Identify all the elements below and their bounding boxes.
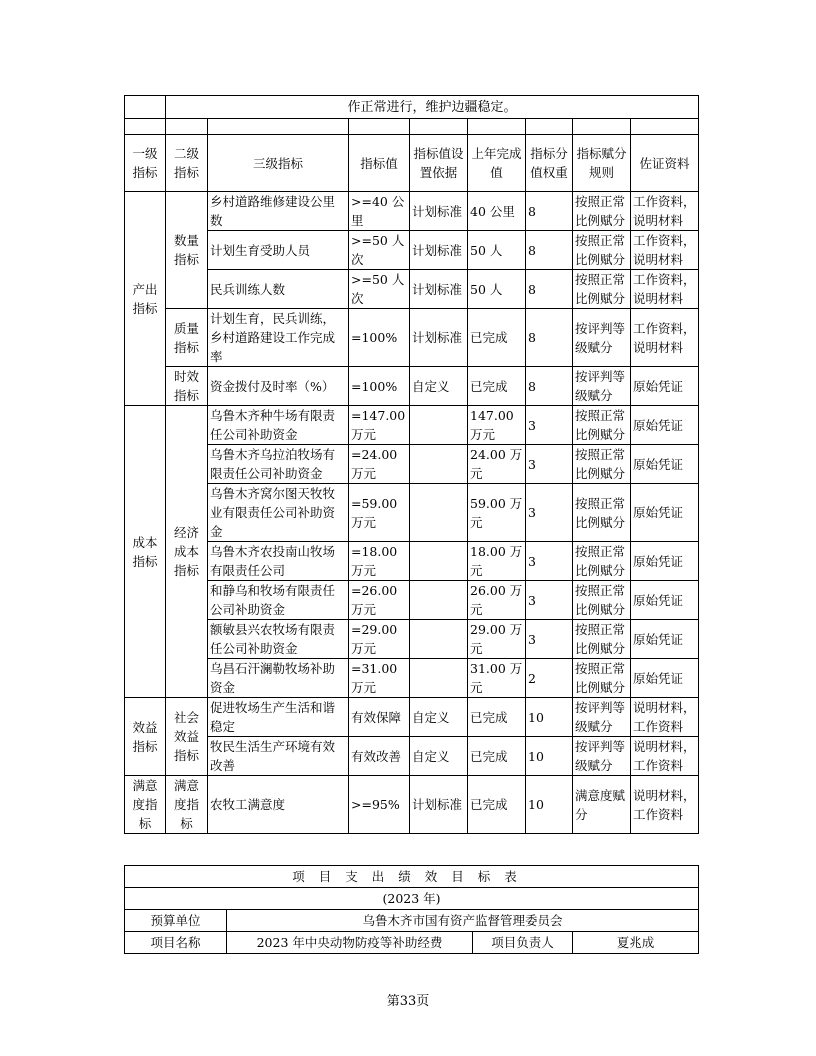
project-summary-table: [124, 865, 699, 954]
indicator-name: 乡村道路维修建设公里数: [208, 192, 349, 231]
indicator-name: 和静乌和牧场有限责任公司补助资金: [208, 581, 349, 620]
indicator-value: =147.00 万元: [349, 406, 410, 445]
header-cell: 一级指标: [125, 135, 166, 192]
last-year-value: 29.00 万元: [468, 620, 526, 659]
indicator-basis: 计划标准: [410, 776, 468, 834]
last-year-value: 31.00 万元: [468, 659, 526, 698]
indicator-basis: [410, 484, 468, 542]
level2-social: 社会效益指标: [166, 698, 208, 776]
indicator-basis: 计划标准: [410, 231, 468, 270]
scoring-rule: 按照正常比例赋分: [573, 484, 631, 542]
indicator-name: 牧民生活生产环境有效改善: [208, 737, 349, 776]
scoring-rule: 按照正常比例赋分: [573, 445, 631, 484]
indicator-name: 资金拨付及时率（%）: [208, 367, 349, 406]
evidence: 工作资料，说明材料: [631, 270, 699, 309]
evidence: 原始凭证: [631, 620, 699, 659]
indicator-name: 额敏县兴农牧场有限责任公司补助资金: [208, 620, 349, 659]
scoring-rule: 按评判等级赋分: [573, 698, 631, 737]
indicator-name: 乌鲁木齐农投南山牧场有限责任公司: [208, 542, 349, 581]
indicator-name: 农牧工满意度: [208, 776, 349, 834]
evidence: 原始凭证: [631, 367, 699, 406]
scoring-rule: 按照正常比例赋分: [573, 620, 631, 659]
table-row: [125, 406, 699, 445]
evidence: 原始凭证: [631, 659, 699, 698]
budget-unit-value: 乌鲁木齐市国有资产监督管理委员会: [227, 910, 699, 932]
table-row: [125, 309, 699, 367]
summary-title: 项目支出绩效目标表: [125, 866, 699, 888]
header-cell: 指标值设置依据: [410, 135, 468, 192]
scoring-rule: 按照正常比例赋分: [573, 270, 631, 309]
table-row: [125, 231, 699, 270]
table-row: [125, 542, 699, 581]
scoring-rule: 按照正常比例赋分: [573, 581, 631, 620]
last-year-value: 18.00 万元: [468, 542, 526, 581]
evidence: 原始凭证: [631, 406, 699, 445]
scoring-rule: 满意度赋分: [573, 776, 631, 834]
indicator-basis: [410, 445, 468, 484]
table-row: [125, 698, 699, 737]
table-row: [125, 659, 699, 698]
scoring-rule: 按评判等级赋分: [573, 367, 631, 406]
indicator-weight: 3: [526, 620, 573, 659]
scoring-rule: 按照正常比例赋分: [573, 406, 631, 445]
indicator-weight: 8: [526, 270, 573, 309]
project-name-value: 2023 年中央动物防疫等补助经费: [227, 932, 473, 954]
indicator-basis: [410, 581, 468, 620]
evidence: 工作资料，说明材料: [631, 309, 699, 367]
indicator-basis: 自定义: [410, 698, 468, 737]
table-row: [125, 445, 699, 484]
last-year-value: 59.00 万元: [468, 484, 526, 542]
level2-satisfaction: 满意度指标: [166, 776, 208, 834]
level1-satisfaction: 满意度指标: [125, 776, 166, 834]
table-row: [125, 776, 699, 834]
table-row: [125, 737, 699, 776]
indicator-basis: 自定义: [410, 367, 468, 406]
scoring-rule: 按照正常比例赋分: [573, 192, 631, 231]
level2-quality: 质量指标: [166, 309, 208, 367]
header-cell: 指标分值权重: [526, 135, 573, 192]
indicator-weight: 10: [526, 737, 573, 776]
evidence: 说明材料，工作资料: [631, 698, 699, 737]
indicator-value: =18.00 万元: [349, 542, 410, 581]
indicator-basis: [410, 659, 468, 698]
indicator-weight: 3: [526, 542, 573, 581]
last-year-value: 40 公里: [468, 192, 526, 231]
indicator-value: >=50 人次: [349, 270, 410, 309]
last-year-value: 已完成: [468, 776, 526, 834]
project-name-label: 项目名称: [125, 932, 227, 954]
header-cell: 指标值: [349, 135, 410, 192]
header-row: [125, 135, 699, 192]
table-row: [125, 270, 699, 309]
indicator-value: =26.00 万元: [349, 581, 410, 620]
indicator-name: 促进牧场生产生活和谐稳定: [208, 698, 349, 737]
scoring-rule: 按评判等级赋分: [573, 737, 631, 776]
indicator-value: =100%: [349, 309, 410, 367]
header-cell: 三级指标: [208, 135, 349, 192]
header-cell: 上年完成值: [468, 135, 526, 192]
last-year-value: 已完成: [468, 309, 526, 367]
indicator-weight: 2: [526, 659, 573, 698]
indicator-weight: 8: [526, 192, 573, 231]
indicator-weight: 3: [526, 484, 573, 542]
indicator-weight: 8: [526, 367, 573, 406]
table-row: [125, 620, 699, 659]
top-note: 作正常进行，维护边疆稳定。: [166, 96, 699, 119]
indicator-basis: [410, 620, 468, 659]
level1-output: 产出指标: [125, 192, 166, 406]
indicator-name: 民兵训练人数: [208, 270, 349, 309]
summary-year: (2023 年): [125, 888, 699, 910]
evidence: 原始凭证: [631, 581, 699, 620]
scoring-rule: 按照正常比例赋分: [573, 542, 631, 581]
owner-label: 项目负责人: [473, 932, 573, 954]
level1-cost: 成本指标: [125, 406, 166, 698]
indicator-weight: 10: [526, 698, 573, 737]
evidence: 原始凭证: [631, 445, 699, 484]
indicator-name: 计划生育，民兵训练，乡村道路建设工作完成率: [208, 309, 349, 367]
indicator-weight: 10: [526, 776, 573, 834]
indicator-value: 有效改善: [349, 737, 410, 776]
last-year-value: 已完成: [468, 367, 526, 406]
scoring-rule: 按照正常比例赋分: [573, 231, 631, 270]
table-row: [125, 484, 699, 542]
evidence: 原始凭证: [631, 484, 699, 542]
indicator-basis: 自定义: [410, 737, 468, 776]
header-cell: 二级指标: [166, 135, 208, 192]
indicator-weight: 3: [526, 445, 573, 484]
last-year-value: 50 人: [468, 270, 526, 309]
scoring-rule: 按照正常比例赋分: [573, 659, 631, 698]
indicator-value: >=95%: [349, 776, 410, 834]
indicator-value: 有效保障: [349, 698, 410, 737]
last-year-value: 147.00 万元: [468, 406, 526, 445]
budget-unit-label: 预算单位: [125, 910, 227, 932]
table-row: [125, 367, 699, 406]
level2-econ-cost: 经济成本指标: [166, 406, 208, 698]
indicator-value: =29.00 万元: [349, 620, 410, 659]
last-year-value: 26.00 万元: [468, 581, 526, 620]
evidence: 工作资料，说明材料: [631, 231, 699, 270]
level1-benefit: 效益指标: [125, 698, 166, 776]
indicator-value: =24.00 万元: [349, 445, 410, 484]
indicator-basis: [410, 406, 468, 445]
evidence: 说明材料，工作资料: [631, 776, 699, 834]
scoring-rule: 按评判等级赋分: [573, 309, 631, 367]
evidence: 工作资料，说明材料: [631, 192, 699, 231]
last-year-value: 已完成: [468, 737, 526, 776]
owner-value: 夏兆成: [573, 932, 699, 954]
page-number: 第33页: [386, 994, 430, 1009]
performance-indicator-table: [124, 95, 699, 834]
indicator-basis: 计划标准: [410, 270, 468, 309]
table-row: [125, 192, 699, 231]
indicator-name: 计划生育受助人员: [208, 231, 349, 270]
indicator-name: 乌鲁木齐种牛场有限责任公司补助资金: [208, 406, 349, 445]
last-year-value: 50 人: [468, 231, 526, 270]
table-row: [125, 581, 699, 620]
indicator-basis: 计划标准: [410, 192, 468, 231]
indicator-value: >=40 公里: [349, 192, 410, 231]
indicator-weight: 8: [526, 309, 573, 367]
blank-cell: [125, 96, 166, 119]
header-cell: 佐证资料: [631, 135, 699, 192]
indicator-name: 乌昌石汗澜勒牧场补助资金: [208, 659, 349, 698]
level2-quantity: 数量指标: [166, 192, 208, 309]
last-year-value: 已完成: [468, 698, 526, 737]
indicator-value: =31.00 万元: [349, 659, 410, 698]
blank-row: [125, 119, 699, 135]
header-cell: 指标赋分规则: [573, 135, 631, 192]
last-year-value: 24.00 万元: [468, 445, 526, 484]
level2-timeliness: 时效指标: [166, 367, 208, 406]
indicator-value: =100%: [349, 367, 410, 406]
indicator-weight: 3: [526, 581, 573, 620]
evidence: 说明材料，工作资料: [631, 737, 699, 776]
indicator-name: 乌鲁木齐乌拉泊牧场有限责任公司补助资金: [208, 445, 349, 484]
indicator-value: =59.00 万元: [349, 484, 410, 542]
indicator-weight: 8: [526, 231, 573, 270]
indicator-basis: 计划标准: [410, 309, 468, 367]
indicator-name: 乌鲁木齐窝尔图天牧牧业有限责任公司补助资金: [208, 484, 349, 542]
evidence: 原始凭证: [631, 542, 699, 581]
indicator-weight: 3: [526, 406, 573, 445]
indicator-basis: [410, 542, 468, 581]
indicator-value: >=50 人次: [349, 231, 410, 270]
